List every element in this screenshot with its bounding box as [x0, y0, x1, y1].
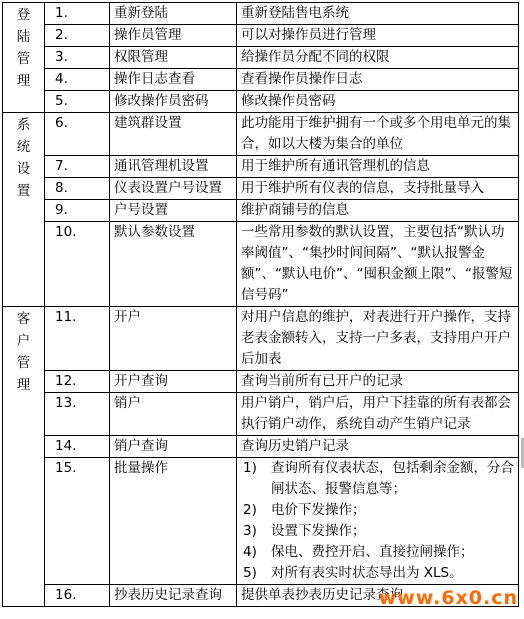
- feature-name: 销户: [110, 393, 237, 436]
- table-row: [3, 47, 519, 69]
- feature-desc: 此功能用于维护拥有一个或多个用电单元的集合，如以大楼为集合的单位: [237, 113, 519, 156]
- feature-name: 修改操作员密码: [110, 91, 237, 113]
- feature-name: 建筑群设置: [110, 113, 237, 156]
- feature-name: 通讯管理机设置: [110, 156, 237, 178]
- list-item: [241, 563, 514, 584]
- feature-desc: 查看操作员操作日志: [237, 69, 519, 91]
- row-number: 14.: [45, 436, 110, 458]
- feature-desc: 查询历史销户记录: [237, 436, 519, 458]
- row-number: 4.: [45, 69, 110, 91]
- row-number: 5.: [45, 91, 110, 113]
- category-cell: [3, 113, 45, 307]
- table-row: [3, 25, 519, 47]
- table-row: [3, 222, 519, 307]
- list-item-number: 1): [243, 460, 257, 476]
- batch-operation-list: [241, 458, 514, 584]
- list-item-number: 3): [243, 523, 257, 539]
- row-number: 16.: [45, 585, 110, 607]
- feature-table: [2, 2, 519, 607]
- feature-desc: 给操作员分配不同的权限: [237, 47, 519, 69]
- row-number: 12.: [45, 371, 110, 393]
- feature-name: 户号设置: [110, 200, 237, 222]
- feature-desc: 用于维护所有仪表的信息，支持批量导入: [237, 178, 519, 200]
- table-row: [3, 91, 519, 113]
- category-char: 管: [16, 355, 31, 371]
- row-number: 1.: [45, 3, 110, 25]
- category-char: 陆: [16, 29, 31, 45]
- category-char: 管: [16, 51, 31, 67]
- row-number: 7.: [45, 156, 110, 178]
- table-row: [3, 200, 519, 222]
- list-item-number: 5): [243, 565, 257, 581]
- list-item-text: 查询所有仪表状态，包括剩余金额，分合闸状态、报警信息等；: [271, 460, 514, 497]
- table-row: [3, 3, 519, 25]
- table-row: [3, 178, 519, 200]
- list-item-text: 保电、费控开启、直接拉闸操作；: [271, 544, 474, 560]
- list-item-number: 4): [243, 544, 257, 560]
- category-char: 置: [16, 183, 31, 199]
- table-row: [3, 307, 519, 371]
- feature-name: 仪表设置户号设置: [110, 178, 237, 200]
- table-row: [3, 113, 519, 156]
- list-item: [241, 458, 514, 500]
- table-row: [3, 69, 519, 91]
- category-char: 登: [16, 7, 31, 23]
- row-number: 15.: [45, 458, 110, 585]
- row-number: 2.: [45, 25, 110, 47]
- feature-desc: 一些常用参数的默认设置，主要包括“默认功率阈值”、“集抄时间间隔”、“默认报警金额”、“默认电价”、“囤积金额上限”、“报警短信号码”: [237, 222, 519, 307]
- feature-desc: 可以对操作员进行管理: [237, 25, 519, 47]
- list-item: [241, 521, 514, 542]
- feature-name: 销户查询: [110, 436, 237, 458]
- table-row: [3, 458, 519, 585]
- feature-name: 抄表历史记录查询: [110, 585, 237, 607]
- row-number: 9.: [45, 200, 110, 222]
- feature-name: 开户查询: [110, 371, 237, 393]
- table-row: [3, 156, 519, 178]
- list-item-text: 电价下发操作；: [271, 502, 366, 518]
- table-row: [3, 371, 519, 393]
- table-row: [3, 436, 519, 458]
- row-number: 8.: [45, 178, 110, 200]
- list-item: [241, 542, 514, 563]
- row-number: 3.: [45, 47, 110, 69]
- feature-name: 默认参数设置: [110, 222, 237, 307]
- feature-desc: 查询当前所有已开户的记录: [237, 371, 519, 393]
- row-number: 11.: [45, 307, 110, 371]
- row-number: 6.: [45, 113, 110, 156]
- feature-desc: 提供单表抄表历史记录查询: [237, 585, 519, 607]
- feature-desc: 用于维护所有通讯管理机的信息: [237, 156, 519, 178]
- site-watermark: www.6x0.cn: [378, 587, 518, 609]
- category-char: 统: [16, 139, 31, 155]
- row-number: 13.: [45, 393, 110, 436]
- category-char: 系: [16, 117, 31, 133]
- list-item: [241, 500, 514, 521]
- feature-name: 批量操作: [110, 458, 237, 585]
- list-item-number: 2): [243, 502, 257, 518]
- category-char: 设: [16, 161, 31, 177]
- category-cell: [3, 3, 45, 113]
- category-char: 户: [16, 333, 31, 349]
- row-number: 10.: [45, 222, 110, 307]
- category-cell: [3, 307, 45, 607]
- feature-desc: 维护商铺号的信息: [237, 200, 519, 222]
- feature-desc: 修改操作员密码: [237, 91, 519, 113]
- list-item-text: 设置下发操作；: [271, 523, 366, 539]
- feature-name: 操作员管理: [110, 25, 237, 47]
- feature-name: 权限管理: [110, 47, 237, 69]
- category-char: 客: [16, 311, 31, 327]
- table-row: [3, 393, 519, 436]
- feature-desc: 重新登陆售电系统: [237, 3, 519, 25]
- category-char: 理: [16, 377, 31, 393]
- feature-name: 操作日志查看: [110, 69, 237, 91]
- feature-desc: 对用户信息的维护，对表进行开户操作，支持老表金额转入，支持一户多表，支持用户开户后加表: [237, 307, 519, 371]
- feature-name: 开户: [110, 307, 237, 371]
- list-item-text: 对所有表实时状态导出为 XLS。: [271, 565, 463, 581]
- feature-desc: 用户销户，销户后，用户下挂靠的所有表都会执行销户动作，系统自动产生销户记录: [237, 393, 519, 436]
- category-char: 理: [16, 73, 31, 89]
- feature-name: 重新登陆: [110, 3, 237, 25]
- feature-desc: [237, 458, 519, 585]
